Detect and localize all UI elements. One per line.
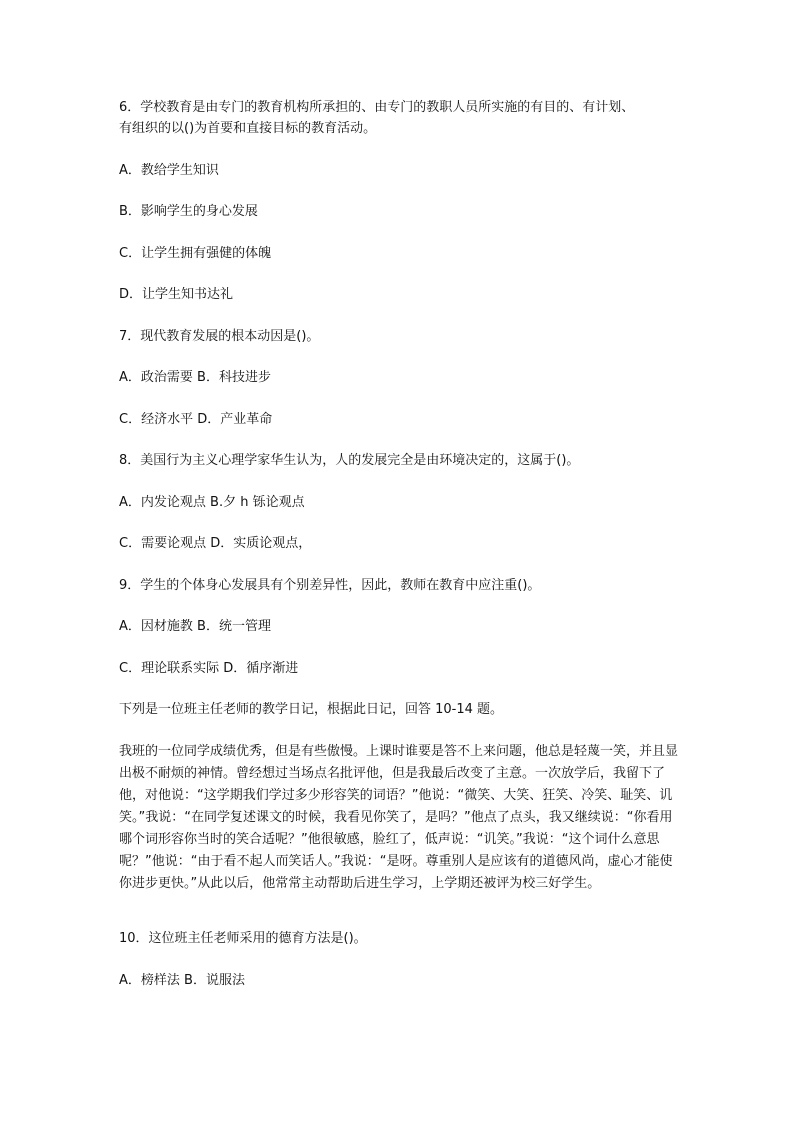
question-6-option-a: A．教给学生知识 (119, 163, 219, 178)
question-9-options-ab: A．因材施教 B．统一管理 (119, 619, 271, 634)
question-6-option-b: B．影响学生的身心发展 (119, 204, 258, 219)
question-7-options-cd: C．经济水平 D．产业革命 (119, 412, 273, 427)
question-7-options-ab: A．政治需要 B．科技进步 (119, 370, 271, 385)
question-9-options-cd: C．理论联系实际 D．循序渐进 (119, 661, 299, 676)
question-8-options-cd: C．需要论观点 D．实质论观点， (119, 536, 312, 551)
question-8-options-ab: A．内发论观点 B.夕 h 铄论观点 (119, 495, 305, 510)
question-6-stem-line-2: 有组织的以()为首要和直接目标的教育活动。 (119, 121, 377, 136)
question-8-stem: 8．美国行为主义心理学家华生认为，人的发展完全是由环境决定的，这属于()。 (119, 453, 580, 468)
diary-passage: 我班的一位同学成绩优秀，但是有些傲慢。上课时谁要是答不上来问题，他总是轻蔑一笑，并且显出极不耐烦的神情。曾经想过当场点名批评他，但是我最后改变了主意。一次放学后，我留下了他，对他说：“这学期我们学过多少形容笑的词语？”他说：“微笑、大笑、狂笑、冷笑、耻笑、讥笑。”我说：“在同学复述课文的时候，我看见你笑了，是吗？”他点了点头，我又继续说：“你看用哪个词形容你当时的笑合适呢？”他很敏感，脸红了，低声说：“讥笑。”我说：“这个词什么意思呢？”他说：“由于看不起人而笑话人。”我说：“是呀。尊重别人是应该有的道德风尚，虚心才能使你进步更快。”从此以后，他常常主动帮助后进生学习，上学期还被评为校三好学生。 (119, 744, 679, 891)
question-10-options-ab: A．榜样法 B．说服法 (119, 973, 245, 988)
question-7-stem: 7．现代教育发展的根本动因是()。 (119, 329, 320, 344)
question-6-stem-line-1: 6．学校教育是由专门的教育机构所承担的、由专门的教职人员所实施的有目的、有计划、 (119, 100, 635, 115)
question-9-stem: 9．学生的个体身心发展具有个别差异性，因此，教师在教育中应注重()。 (119, 578, 541, 593)
question-6-option-c: C．让学生拥有强健的体魄 (119, 246, 272, 261)
diary-intro: 下列是一位班主任老师的教学日记，根据此日记，回答 10-14 题。 (119, 702, 504, 717)
question-6-option-d: D．让学生知书达礼 (119, 287, 234, 302)
question-10-stem: 10．这位班主任老师采用的德育方法是()。 (119, 931, 367, 946)
